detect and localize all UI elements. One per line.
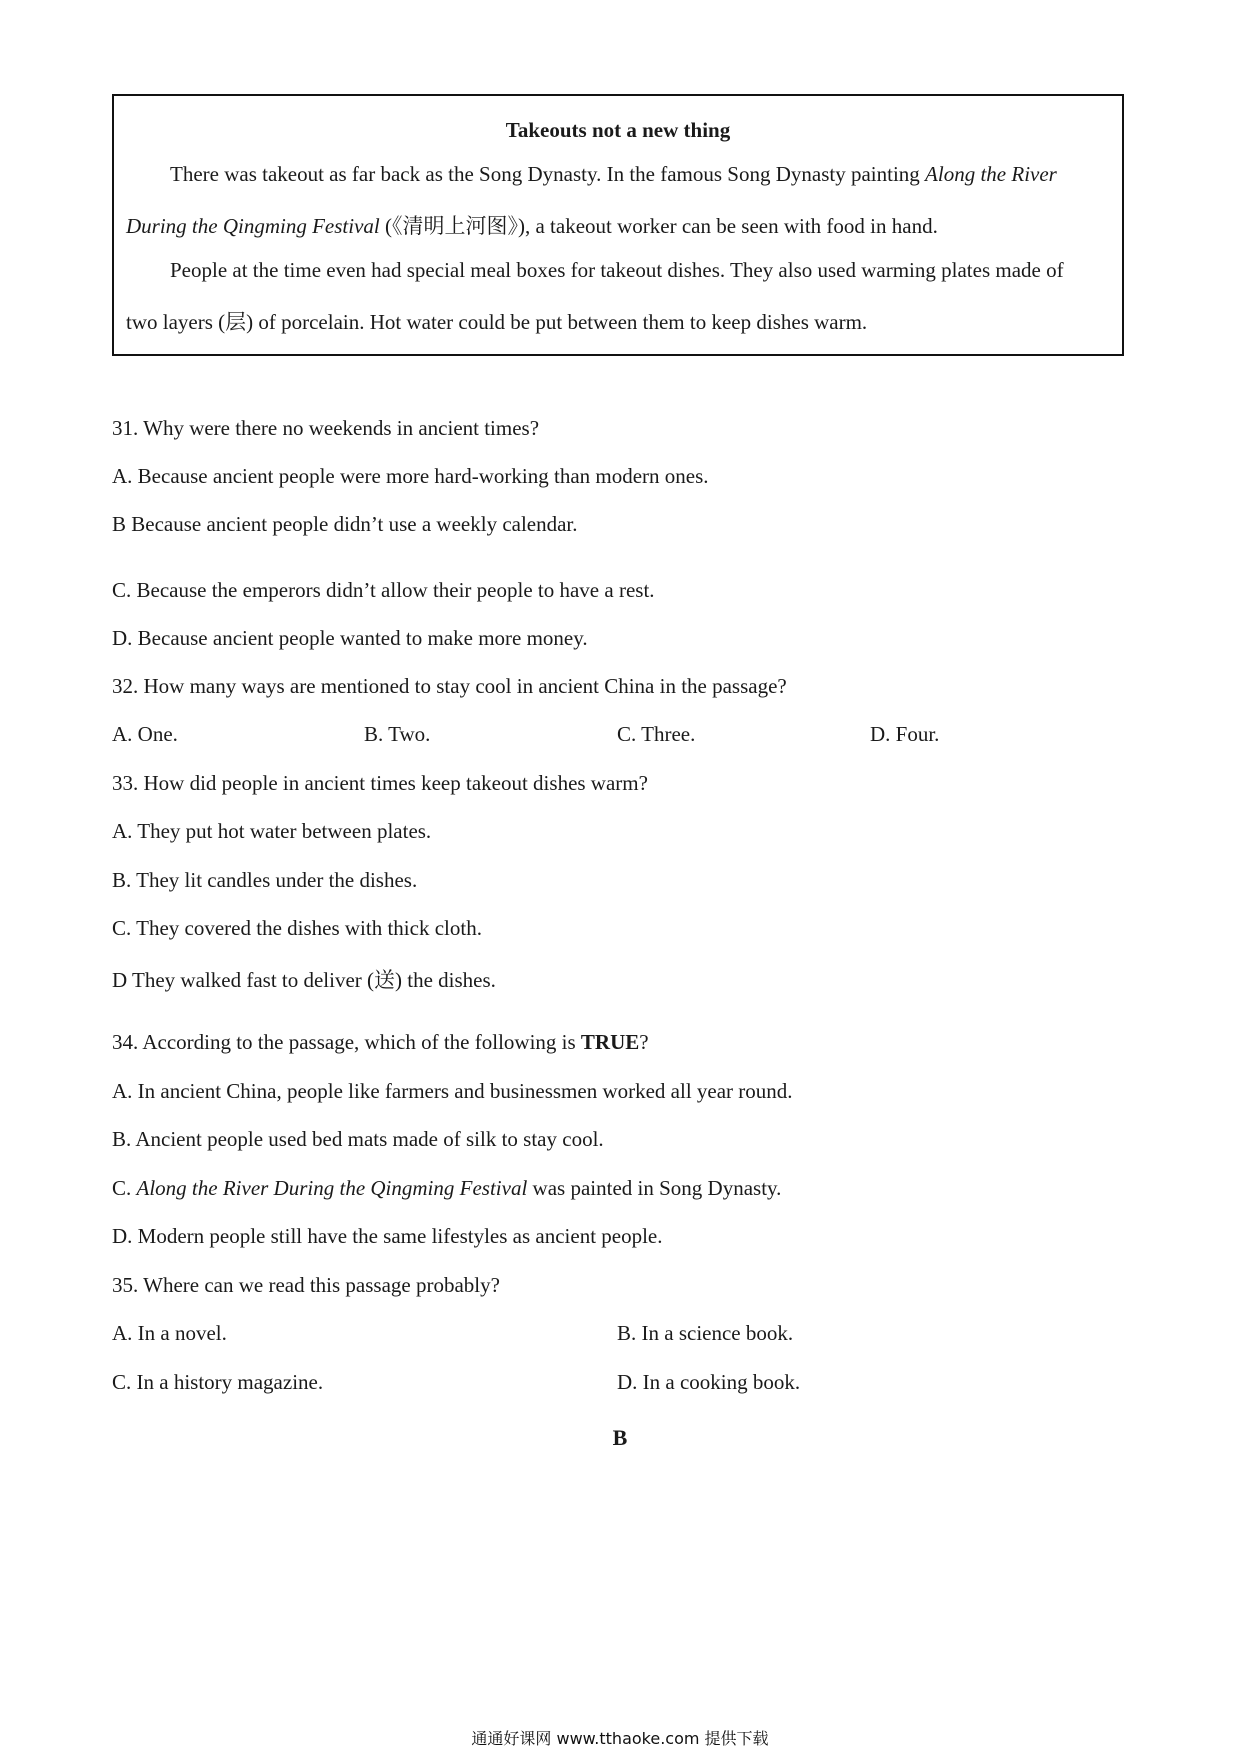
q34-stem-emphasis: TRUE: [580, 1030, 640, 1054]
question-34-option-b: B. Ancient people used bed mats made of silk to stay cool.: [112, 1127, 604, 1151]
question-33-option-a: A. They put hot water between plates.: [112, 819, 432, 843]
question-35-option-b: B. In a science book.: [617, 1321, 794, 1345]
question-31-option-d: D. Because ancient people wanted to make more money.: [112, 626, 588, 650]
question-32-option-a: A. One.: [112, 722, 178, 746]
question-34-option-c: [112, 1176, 781, 1201]
question-31-option-c: C. Because the emperors didn’t allow their people to have a rest.: [112, 578, 655, 602]
question-33-option-b: B. They lit candles under the dishes.: [112, 868, 418, 892]
question-34-option-a: A. In ancient China, people like farmers and businessmen worked all year round.: [112, 1079, 793, 1103]
question-34-stem: [112, 1030, 649, 1055]
q34-c-suffix: was painted in Song Dynasty.: [527, 1176, 782, 1200]
question-31-stem: 31. Why were there no weekends in ancient times?: [112, 416, 540, 440]
question-33-option-d: D They walked fast to deliver (送) the dishes.: [112, 968, 496, 992]
question-32-stem: 32. How many ways are mentioned to stay cool in ancient China in the passage?: [112, 674, 787, 698]
question-32-option-d: D. Four.: [870, 722, 940, 746]
question-33-option-c: C. They covered the dishes with thick cloth.: [112, 916, 482, 940]
info-box: [112, 94, 1124, 356]
page-footer: 通通好课网 www.tthaoke.com 提供下载: [471, 1729, 769, 1748]
q34-stem-end: ?: [639, 1030, 649, 1054]
question-35-stem: 35. Where can we read this passage probably?: [112, 1273, 500, 1297]
box-title: Takeouts not a new thing: [505, 118, 731, 142]
question-32-option-c: C. Three.: [617, 722, 696, 746]
question-34-option-d: D. Modern people still have the same lifestyles as ancient people.: [112, 1224, 663, 1248]
question-33-stem: 33. How did people in ancient times keep takeout dishes warm?: [112, 771, 648, 795]
p1-text: There was takeout as far back as the Song Dynasty. In the famous Song Dynasty painting: [170, 162, 926, 186]
q34-stem-text: 34. According to the passage, which of the following is: [112, 1030, 581, 1054]
box-paragraph-1-line-2: [126, 210, 938, 240]
box-paragraph-2-line-2: two layers (层) of porcelain. Hot water could be put between them to keep dishes warm.: [126, 310, 868, 334]
p1-title-italic: Along the River: [925, 162, 1057, 186]
p1-text-cont: (《清明上河图》), a takeout worker can be seen with food in hand.: [379, 214, 938, 238]
q34-c-title: Along the River During the Qingming Festival: [136, 1176, 528, 1200]
question-35-option-a: A. In a novel.: [112, 1321, 227, 1345]
box-paragraph-1-line-1: [170, 162, 1057, 187]
question-32-option-b: B. Two.: [364, 722, 431, 746]
q34-c-prefix: C.: [112, 1176, 137, 1200]
question-35-option-d: D. In a cooking book.: [617, 1370, 801, 1394]
question-31-option-a: A. Because ancient people were more hard-working than modern ones.: [112, 464, 709, 488]
box-paragraph-2-line-1: People at the time even had special meal boxes for takeout dishes. They also used warming plates made of: [170, 258, 1064, 282]
question-35-option-c: C. In a history magazine.: [112, 1370, 324, 1394]
p1-title-italic-cont: During the Qingming Festival: [126, 214, 380, 238]
section-heading: B: [612, 1425, 628, 1450]
question-31-option-b: B Because ancient people didn’t use a weekly calendar.: [112, 512, 578, 536]
